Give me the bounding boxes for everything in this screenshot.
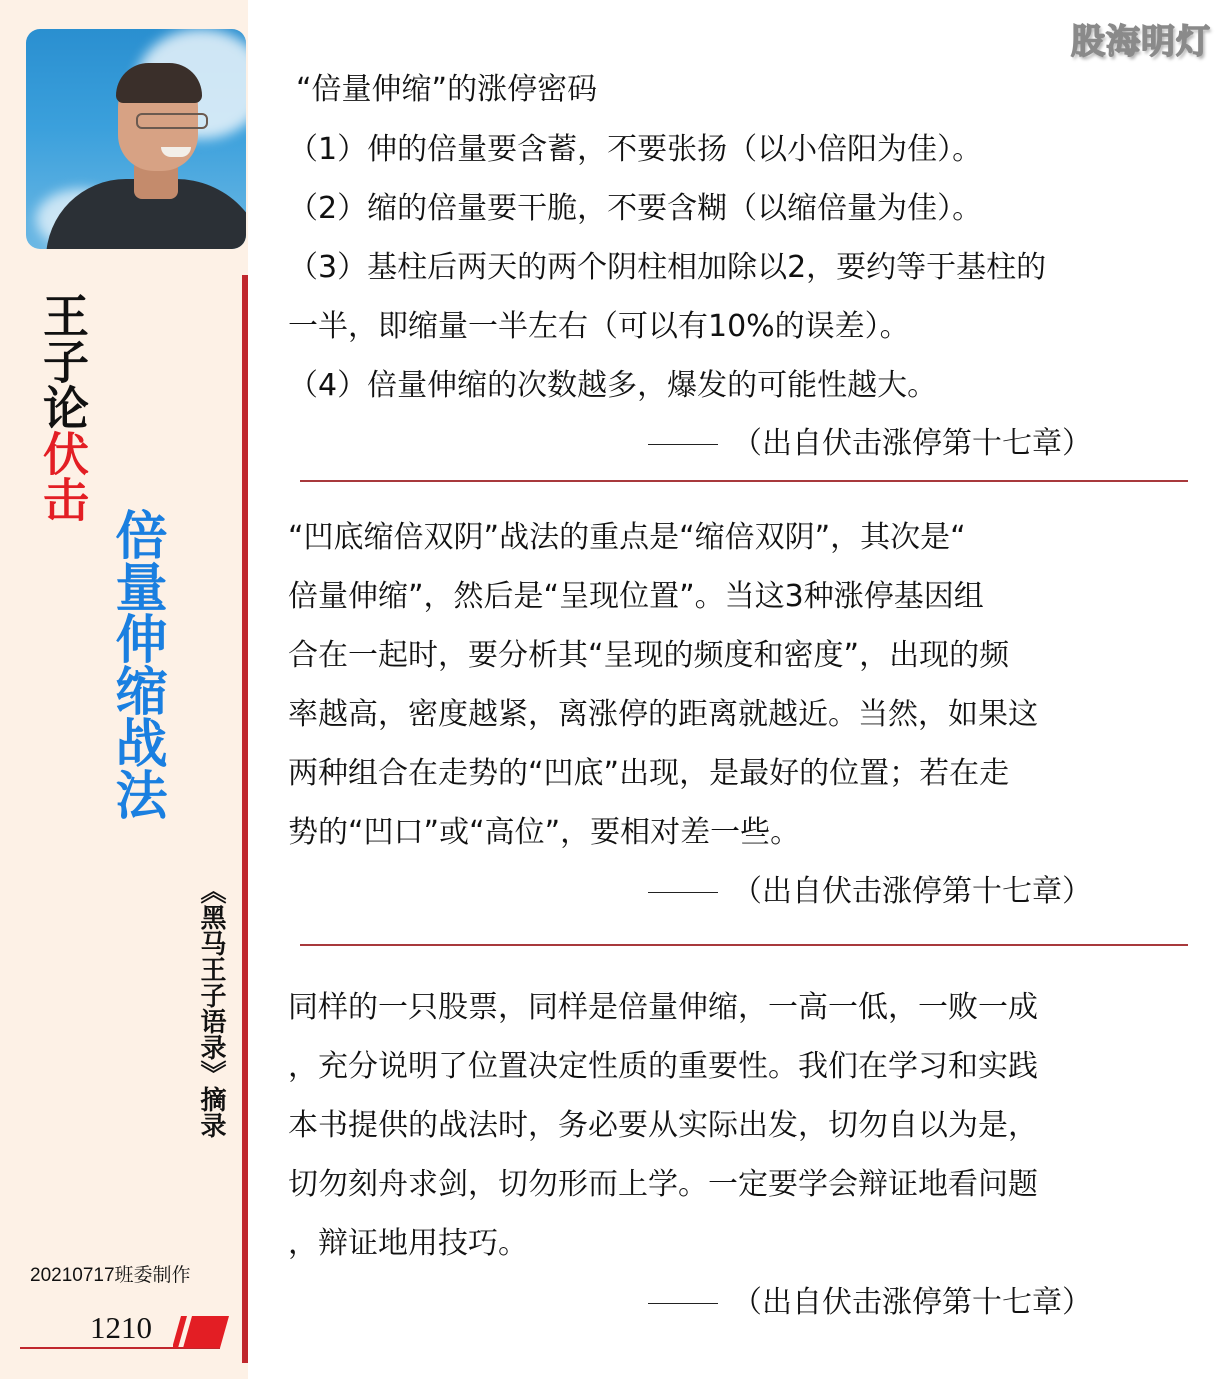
- em-dash: [648, 444, 718, 446]
- vertical-red-rule: [242, 275, 248, 1363]
- section-divider: [300, 480, 1188, 482]
- section3-source: [648, 1277, 1092, 1321]
- credit-text: 20210717班委制作: [30, 1265, 191, 1286]
- glasses-shape: [136, 113, 208, 129]
- section2-line: “凹底缩倍双阴”战法的重点是“缩倍双阴”，其次是“: [288, 520, 966, 555]
- section3-line: 同样的一只股票，同样是倍量伸缩，一高一低，一败一成: [288, 990, 1038, 1025]
- section2-line: 率越高，密度越紧，离涨停的距离就越近。当然，如果这: [288, 697, 1038, 732]
- source-text: （出自伏击涨停第十七章）: [732, 1285, 1092, 1320]
- section1-source: [648, 418, 1092, 462]
- section3-line: 本书提供的战法时，务必要从实际出发，切勿自以为是，: [288, 1108, 1038, 1143]
- watermark: 股海明灯: [1071, 22, 1211, 62]
- source-book: 《黑马王子语录》摘录: [196, 878, 226, 1138]
- em-dash: [648, 892, 718, 894]
- section2-line: 合在一起时，要分析其“呈现的频度和密度”，出现的频: [288, 638, 1010, 673]
- section3-line: ，辩证地用技巧。: [288, 1226, 528, 1261]
- page-number: 1210: [90, 1310, 152, 1345]
- section-divider: [300, 944, 1188, 946]
- section2-line: 势的“凹口”或“高位”，要相对差一些。: [288, 815, 801, 850]
- em-dash: [648, 1303, 718, 1305]
- section1-line: （2）缩的倍量要干脆，不要含糊（以缩倍量为佳）。: [288, 191, 983, 226]
- source-text: （出自伏击涨停第十七章）: [732, 874, 1092, 909]
- slash-decoration-icon: [173, 1316, 229, 1348]
- section3-line: ，充分说明了位置决定性质的重要性。我们在学习和实践: [288, 1049, 1038, 1084]
- section2-line: 两种组合在走势的“凹底”出现，是最好的位置；若在走: [288, 756, 1010, 791]
- series-title-black: 王子论: [36, 292, 90, 430]
- section3-line: 切勿刻舟求剑，切勿形而上学。一定要学会辩证地看问题: [288, 1167, 1038, 1202]
- page-title: 倍量伸缩战法: [106, 508, 167, 820]
- section1-line: 一半，即缩量一半左右（可以有10%的误差）。: [288, 309, 910, 344]
- series-title: [38, 292, 88, 522]
- hair-shape: [116, 63, 202, 103]
- section2-source: [648, 866, 1092, 910]
- section1-heading: “倍量伸缩”的涨停密码: [296, 72, 598, 107]
- section1-line: （1）伸的倍量要含蓄，不要张扬（以小倍阳为佳）。: [288, 132, 983, 167]
- sidebar: [0, 0, 248, 1379]
- section1-line: （4）倍量伸缩的次数越多，爆发的可能性越大。: [288, 368, 938, 403]
- author-photo: [26, 29, 246, 249]
- source-text: （出自伏击涨停第十七章）: [732, 426, 1092, 461]
- series-title-red: 伏击: [36, 430, 90, 522]
- section2-line: 倍量伸缩”，然后是“呈现位置”。当这3种涨停基因组: [288, 579, 984, 614]
- section1-line: （3）基柱后两天的两个阴柱相加除以2，要约等于基柱的: [288, 250, 1047, 285]
